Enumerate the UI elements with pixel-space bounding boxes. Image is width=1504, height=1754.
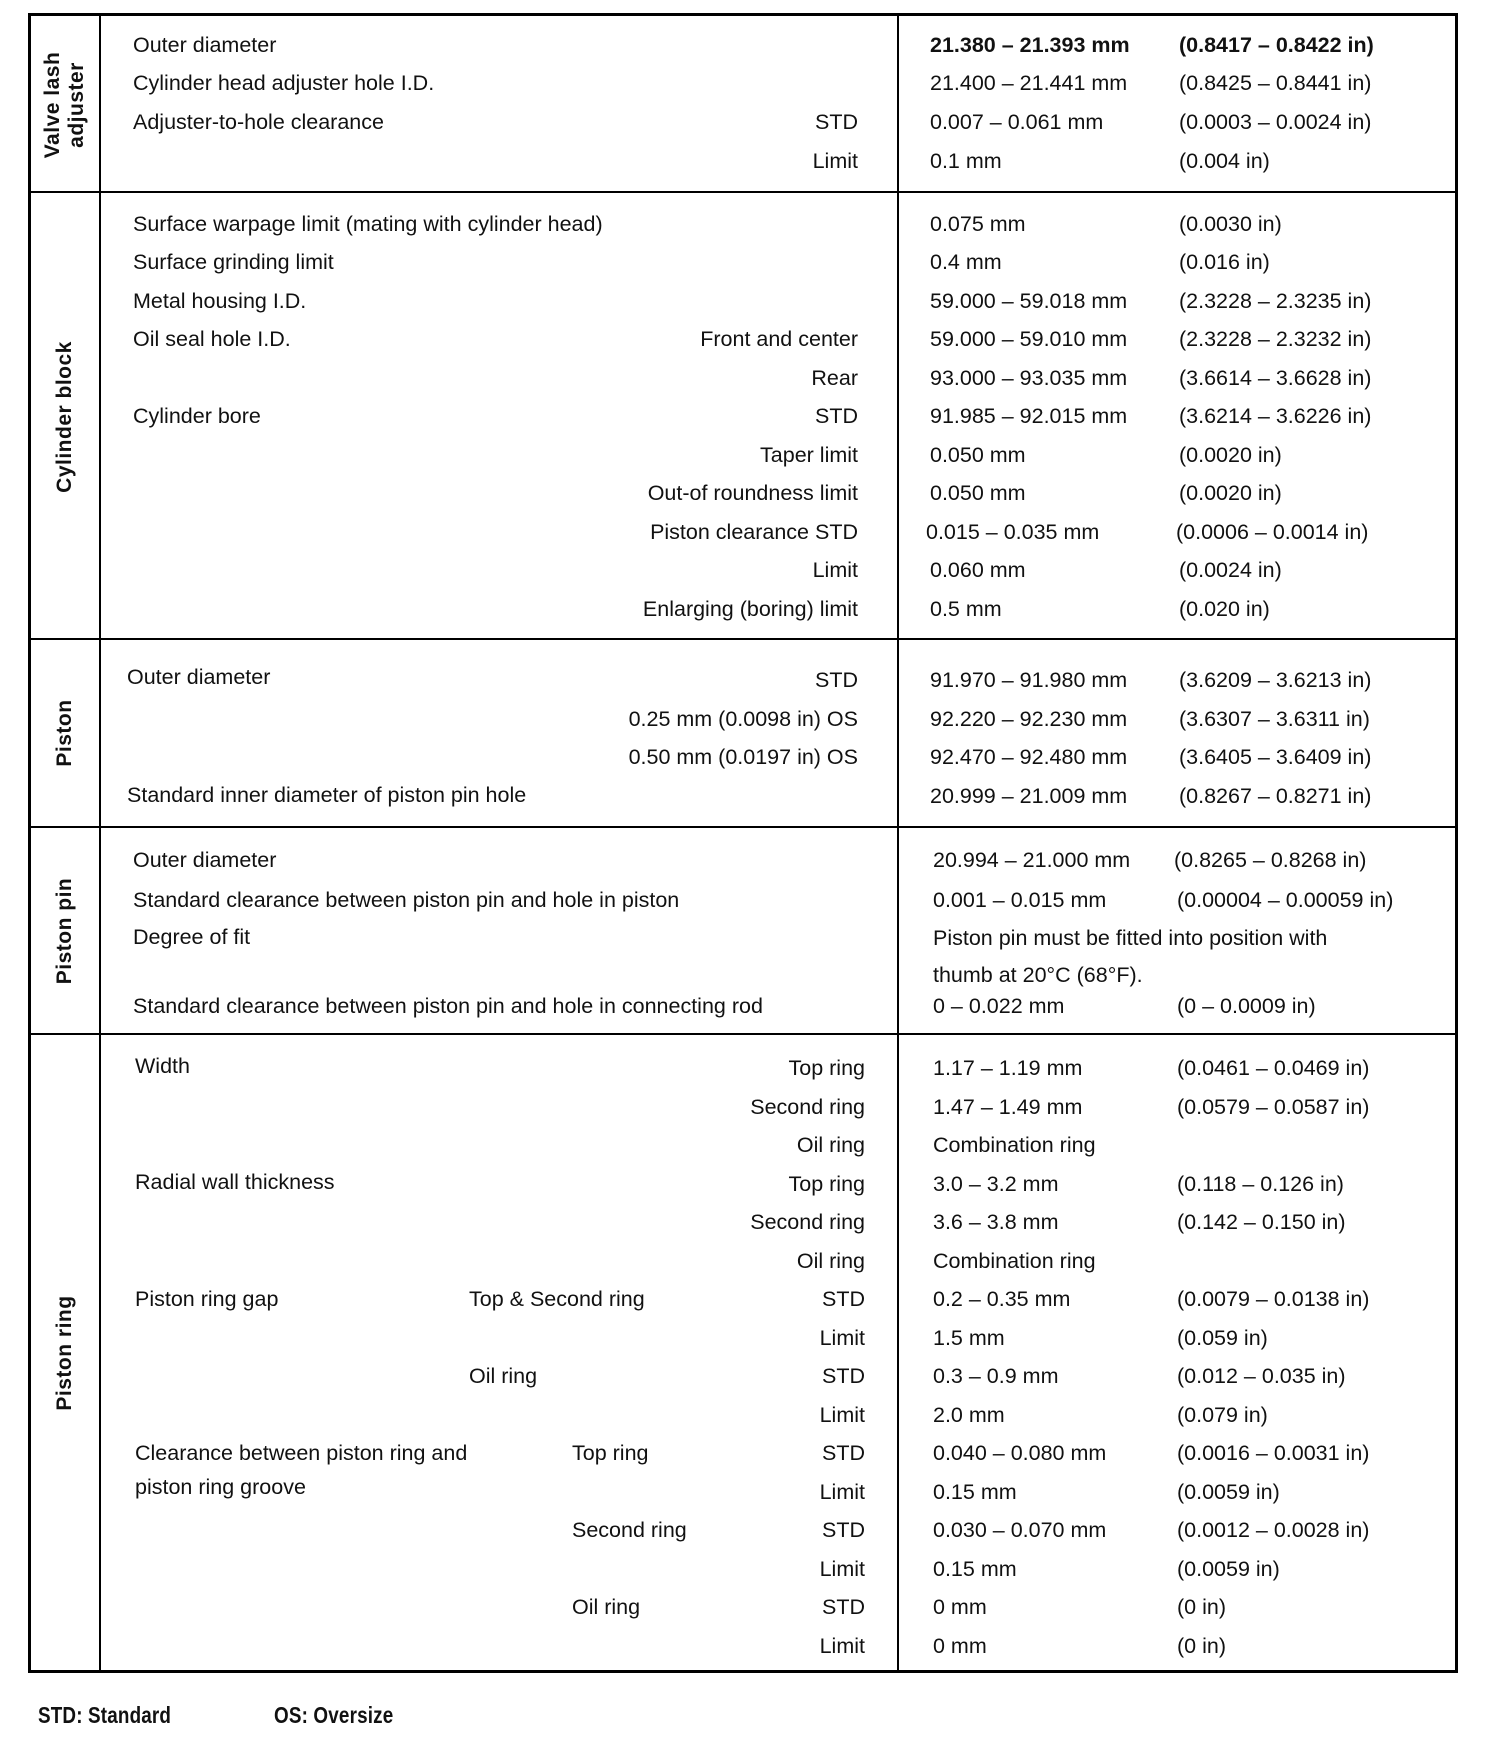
spec-value-mm: 3.0 – 3.2 mm bbox=[933, 1172, 1059, 1196]
spec-label: Surface grinding limit bbox=[133, 250, 334, 274]
spec-qualifier: Limit bbox=[812, 558, 858, 582]
category-label-line: Valve lash bbox=[41, 51, 64, 159]
spec-value-in: (0.8265 – 0.8268 in) bbox=[1174, 848, 1367, 872]
spec-qualifier: STD bbox=[822, 1518, 865, 1542]
spec-value-in: (0.142 – 0.150 in) bbox=[1177, 1210, 1346, 1234]
spec-qualifier: Enlarging (boring) limit bbox=[642, 597, 858, 621]
category-label: Piston bbox=[53, 699, 76, 767]
spec-value-mm: 59.000 – 59.010 mm bbox=[930, 327, 1128, 351]
spec-qualifier: Limit bbox=[819, 1634, 865, 1658]
spec-value-mm: 0.007 – 0.061 mm bbox=[930, 110, 1104, 134]
spec-value-mm: Combination ring bbox=[933, 1249, 1096, 1273]
spec-qualifier: Limit bbox=[819, 1557, 865, 1581]
spec-value-in: (0.0030 in) bbox=[1179, 212, 1282, 236]
spec-label: Oil seal hole I.D. bbox=[133, 327, 291, 351]
spec-label: Cylinder bore bbox=[133, 404, 261, 428]
spec-qualifier: Top ring bbox=[788, 1172, 865, 1196]
spec-label: Radial wall thickness bbox=[135, 1170, 335, 1194]
spec-value-mm: 0.5 mm bbox=[930, 597, 1002, 621]
spec-label: Outer diameter bbox=[127, 665, 271, 689]
spec-value-mm: 0.060 mm bbox=[930, 558, 1026, 582]
spec-value-mm: 0.050 mm bbox=[930, 481, 1026, 505]
spec-value-in: (0.0016 – 0.0031 in) bbox=[1177, 1441, 1370, 1465]
spec-subcategory: Second ring bbox=[572, 1518, 687, 1542]
spec-value-in: (0.0059 in) bbox=[1177, 1480, 1280, 1504]
category-label bbox=[41, 52, 89, 159]
spec-value-in: (0.0020 in) bbox=[1179, 443, 1282, 467]
spec-label: Outer diameter bbox=[133, 33, 277, 57]
spec-value-mm: 2.0 mm bbox=[933, 1403, 1005, 1427]
spec-value-mm: 0.3 – 0.9 mm bbox=[933, 1364, 1059, 1388]
spec-value-in: (0.059 in) bbox=[1177, 1326, 1268, 1350]
spec-value-in: (0.8417 – 0.8422 in) bbox=[1179, 33, 1374, 57]
spec-qualifier: Second ring bbox=[750, 1210, 865, 1234]
spec-value-in: (3.6405 – 3.6409 in) bbox=[1179, 745, 1372, 769]
spec-label: Degree of fit bbox=[133, 925, 251, 949]
spec-value-mm: 1.47 – 1.49 mm bbox=[933, 1095, 1083, 1119]
value-column-divider bbox=[897, 828, 899, 1034]
spec-qualifier: STD bbox=[822, 1441, 865, 1465]
value-column-divider bbox=[897, 16, 899, 194]
spec-value-mm: 0.030 – 0.070 mm bbox=[933, 1518, 1107, 1542]
spec-value-mm: 92.220 – 92.230 mm bbox=[930, 707, 1128, 731]
spec-value-mm: 0 mm bbox=[933, 1634, 987, 1658]
spec-value-in: (0.079 in) bbox=[1177, 1403, 1268, 1427]
spec-value-mm: 21.380 – 21.393 mm bbox=[930, 33, 1130, 57]
spec-value-in: (0.00004 – 0.00059 in) bbox=[1177, 888, 1394, 912]
category-label: Cylinder block bbox=[53, 340, 76, 493]
spec-value-in: (0.020 in) bbox=[1179, 597, 1270, 621]
category-cell bbox=[31, 1035, 101, 1670]
spec-value-mm: 1.5 mm bbox=[933, 1326, 1005, 1350]
specifications-table bbox=[28, 13, 1458, 1673]
category-label-line: adjuster bbox=[65, 62, 88, 148]
spec-value-mm: 1.17 – 1.19 mm bbox=[933, 1056, 1083, 1080]
legend-os: OS: Oversize bbox=[274, 1702, 394, 1728]
value-column-divider bbox=[897, 1035, 899, 1670]
spec-value-in: (0.012 – 0.035 in) bbox=[1177, 1364, 1346, 1388]
spec-value-mm: 0.040 – 0.080 mm bbox=[933, 1441, 1107, 1465]
spec-label: Standard inner diameter of piston pin hole bbox=[127, 783, 527, 807]
spec-qualifier: 0.25 mm (0.0098 in) OS bbox=[628, 707, 858, 731]
spec-value-mm: 20.994 – 21.000 mm bbox=[933, 848, 1131, 872]
spec-subcategory: Oil ring bbox=[469, 1364, 538, 1388]
spec-label: Adjuster-to-hole clearance bbox=[133, 110, 384, 134]
value-column-divider bbox=[897, 193, 899, 640]
spec-qualifier: Limit bbox=[819, 1326, 865, 1350]
section-valve-lash-adjuster bbox=[31, 16, 1455, 194]
spec-value-in: (3.6209 – 3.6213 in) bbox=[1179, 668, 1372, 692]
spec-value-mm: 21.400 – 21.441 mm bbox=[930, 71, 1128, 95]
spec-value-mm: 91.985 – 92.015 mm bbox=[930, 404, 1128, 428]
spec-value-in: (0.0079 – 0.0138 in) bbox=[1177, 1287, 1370, 1311]
spec-value-in: (0.0461 – 0.0469 in) bbox=[1177, 1056, 1370, 1080]
spec-qualifier: Limit bbox=[819, 1480, 865, 1504]
spec-value-in: (0 in) bbox=[1177, 1634, 1226, 1658]
spec-value-in: (0 – 0.0009 in) bbox=[1177, 994, 1316, 1018]
spec-value-in: (3.6307 – 3.6311 in) bbox=[1179, 707, 1370, 731]
section-cylinder-block bbox=[31, 191, 1455, 640]
spec-value-in: (0.0012 – 0.0028 in) bbox=[1177, 1518, 1370, 1542]
spec-value-in: (3.6214 – 3.6226 in) bbox=[1179, 404, 1372, 428]
spec-value-mm: 0.15 mm bbox=[933, 1480, 1017, 1504]
spec-qualifier: Taper limit bbox=[760, 443, 858, 467]
spec-value-in: (0.0020 in) bbox=[1179, 481, 1282, 505]
section-piston-pin bbox=[31, 826, 1455, 1034]
spec-qualifier: STD bbox=[815, 404, 858, 428]
spec-label: Outer diameter bbox=[133, 848, 277, 872]
spec-note-line: thumb at 20°C (68°F). bbox=[933, 963, 1143, 987]
spec-value-in: (0.0579 – 0.0587 in) bbox=[1177, 1095, 1370, 1119]
spec-qualifier: Rear bbox=[811, 366, 858, 390]
value-column-divider bbox=[897, 640, 899, 826]
spec-value-in: (0 in) bbox=[1177, 1595, 1226, 1619]
spec-qualifier: Front and center bbox=[700, 327, 858, 351]
spec-label: Metal housing I.D. bbox=[133, 289, 307, 313]
spec-value-mm: 0 – 0.022 mm bbox=[933, 994, 1065, 1018]
spec-value-in: (0.8425 – 0.8441 in) bbox=[1179, 71, 1372, 95]
spec-label: Clearance between piston ring and bbox=[135, 1441, 468, 1465]
spec-label: piston ring groove bbox=[135, 1475, 306, 1499]
spec-value-in: (0.8267 – 0.8271 in) bbox=[1179, 784, 1372, 808]
spec-value-in: (0.118 – 0.126 in) bbox=[1177, 1172, 1344, 1196]
category-cell bbox=[31, 640, 101, 826]
spec-label: Width bbox=[135, 1054, 190, 1078]
spec-qualifier: Second ring bbox=[750, 1095, 865, 1119]
category-label: Piston pin bbox=[53, 877, 76, 985]
spec-subcategory: Oil ring bbox=[572, 1595, 641, 1619]
spec-value-mm: 0.001 – 0.015 mm bbox=[933, 888, 1107, 912]
category-cell bbox=[31, 193, 101, 640]
spec-subcategory: Top ring bbox=[572, 1441, 649, 1465]
spec-value-mm: 0.4 mm bbox=[930, 250, 1002, 274]
spec-qualifier: Piston clearance STD bbox=[650, 520, 858, 544]
spec-qualifier: STD bbox=[822, 1595, 865, 1619]
spec-value-in: (0.004 in) bbox=[1179, 149, 1270, 173]
spec-value-mm: 92.470 – 92.480 mm bbox=[930, 745, 1128, 769]
spec-label: Surface warpage limit (mating with cylinder head) bbox=[133, 212, 603, 236]
spec-value-mm: 59.000 – 59.018 mm bbox=[930, 289, 1128, 313]
spec-qualifier: Out-of roundness limit bbox=[647, 481, 858, 505]
spec-qualifier: Top ring bbox=[788, 1056, 865, 1080]
spec-qualifier: Limit bbox=[812, 149, 858, 173]
section-piston-ring bbox=[31, 1033, 1455, 1670]
spec-value-in: (0.0024 in) bbox=[1179, 558, 1282, 582]
spec-value-mm: 0.1 mm bbox=[930, 149, 1002, 173]
spec-value-mm: 20.999 – 21.009 mm bbox=[930, 784, 1128, 808]
spec-qualifier: STD bbox=[822, 1364, 865, 1388]
spec-value-in: (2.3228 – 2.3235 in) bbox=[1179, 289, 1372, 313]
spec-value-mm: 0 mm bbox=[933, 1595, 987, 1619]
spec-value-in: (0.0059 in) bbox=[1177, 1557, 1280, 1581]
spec-value-in: (3.6614 – 3.6628 in) bbox=[1179, 366, 1372, 390]
spec-subcategory: Top & Second ring bbox=[469, 1287, 645, 1311]
spec-value-mm: 0.050 mm bbox=[930, 443, 1026, 467]
spec-value-mm: 0.2 – 0.35 mm bbox=[933, 1287, 1071, 1311]
spec-value-mm: 0.015 – 0.035 mm bbox=[926, 520, 1100, 544]
spec-value-mm: 0.075 mm bbox=[930, 212, 1026, 236]
category-cell bbox=[31, 16, 101, 194]
spec-value-in: (2.3228 – 2.3232 in) bbox=[1179, 327, 1372, 351]
spec-qualifier: STD bbox=[815, 668, 858, 692]
spec-qualifier: 0.50 mm (0.0197 in) OS bbox=[628, 745, 858, 769]
spec-value-mm: 93.000 – 93.035 mm bbox=[930, 366, 1128, 390]
legend-std: STD: Standard bbox=[38, 1702, 172, 1728]
spec-value-mm: 91.970 – 91.980 mm bbox=[930, 668, 1128, 692]
category-label: Piston ring bbox=[53, 1294, 76, 1411]
spec-qualifier: Oil ring bbox=[796, 1249, 865, 1273]
section-piston bbox=[31, 638, 1455, 826]
spec-label: Standard clearance between piston pin and hole in piston bbox=[133, 888, 680, 912]
spec-qualifier: STD bbox=[822, 1287, 865, 1311]
spec-value-in: (0.0006 – 0.0014 in) bbox=[1176, 520, 1369, 544]
spec-qualifier: STD bbox=[815, 110, 858, 134]
category-cell bbox=[31, 828, 101, 1034]
spec-qualifier: Limit bbox=[819, 1403, 865, 1427]
spec-value-in: (0.0003 – 0.0024 in) bbox=[1179, 110, 1372, 134]
spec-qualifier: Oil ring bbox=[796, 1133, 865, 1157]
spec-label: Cylinder head adjuster hole I.D. bbox=[133, 71, 435, 95]
spec-value-mm: Combination ring bbox=[933, 1133, 1096, 1157]
spec-note-line: Piston pin must be fitted into position with bbox=[933, 926, 1328, 950]
spec-label: Piston ring gap bbox=[135, 1287, 279, 1311]
spec-label: Standard clearance between piston pin and hole in connecting rod bbox=[133, 994, 763, 1018]
spec-value-mm: 3.6 – 3.8 mm bbox=[933, 1210, 1059, 1234]
spec-value-mm: 0.15 mm bbox=[933, 1557, 1017, 1581]
spec-value-in: (0.016 in) bbox=[1179, 250, 1270, 274]
